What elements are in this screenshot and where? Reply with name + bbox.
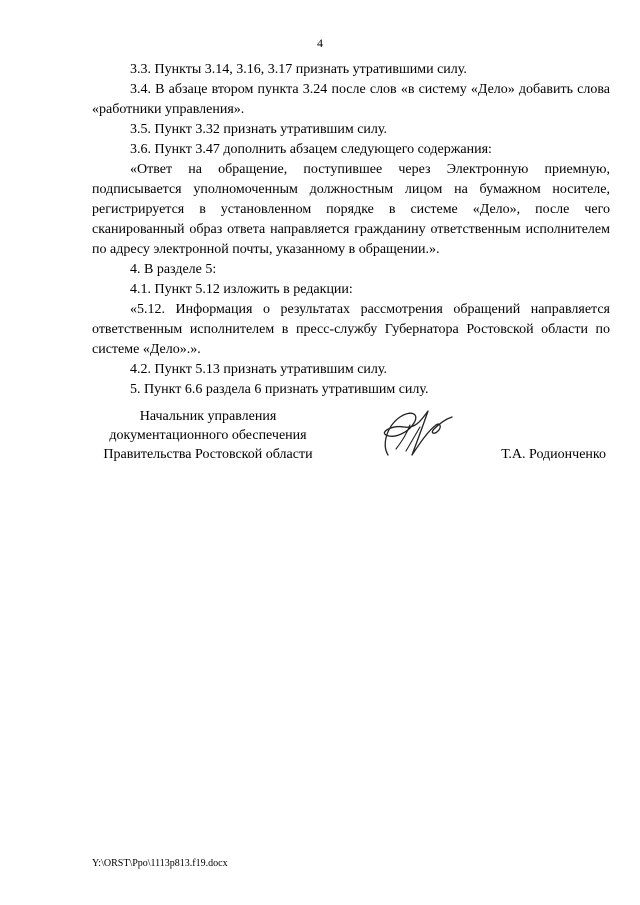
paragraph-4-2: 4.2. Пункт 5.13 признать утратившим силу. [130,362,387,377]
signer-position-line-3: Правительства Ростовской области [103,447,313,462]
paragraph-3-6-quote: «Ответ на обращение, поступившее через Электронную приемную, подписывается уполномоченным должностным лицом на бумажном носителе, регистрируется в установленном порядке в системе «Дело», после чего сканированный образ ответа направляется гражданину ответственным исполнителем по адресу электронной почты, указанному в обращении.». [92,162,610,257]
file-path: Y:\ORST\Ppo\1113p813.f19.docx [92,858,228,869]
paragraph-3-5: 3.5. Пункт 3.32 признать утратившим силу. [130,122,387,137]
signer-position-line-1: Начальник управления [139,409,277,424]
paragraph-3-6: 3.6. Пункт 3.47 дополнить абзацем следующего содержания: [130,142,492,157]
paragraph-4: 4. В разделе 5: [130,262,217,277]
signer-name: Т.А. Родионченко [501,447,606,462]
signer-position [88,407,328,464]
page-number: 4 [317,36,323,50]
paragraph-4-1: 4.1. Пункт 5.12 изложить в редакции: [130,282,353,297]
signature-block [88,405,610,475]
paragraph-3-3: 3.3. Пункты 3.14, 3.16, 3.17 признать утратившими силу. [130,62,467,77]
paragraph-4-1-quote: «5.12. Информация о результатах рассмотрения обращений направляется ответственным исполнителем в пресс-службу Губернатора Ростовской области по системе «Дело».». [92,302,610,357]
paragraph-5: 5. Пункт 6.6 раздела 6 признать утратившим силу. [130,382,429,397]
signer-position-line-2: документационного обеспечения [109,428,307,443]
paragraph-3-4: 3.4. В абзаце втором пункта 3.24 после слов «в систему «Дело» добавить слова «работники управления». [92,82,610,117]
document-body [92,60,610,400]
handwritten-signature [376,405,456,463]
